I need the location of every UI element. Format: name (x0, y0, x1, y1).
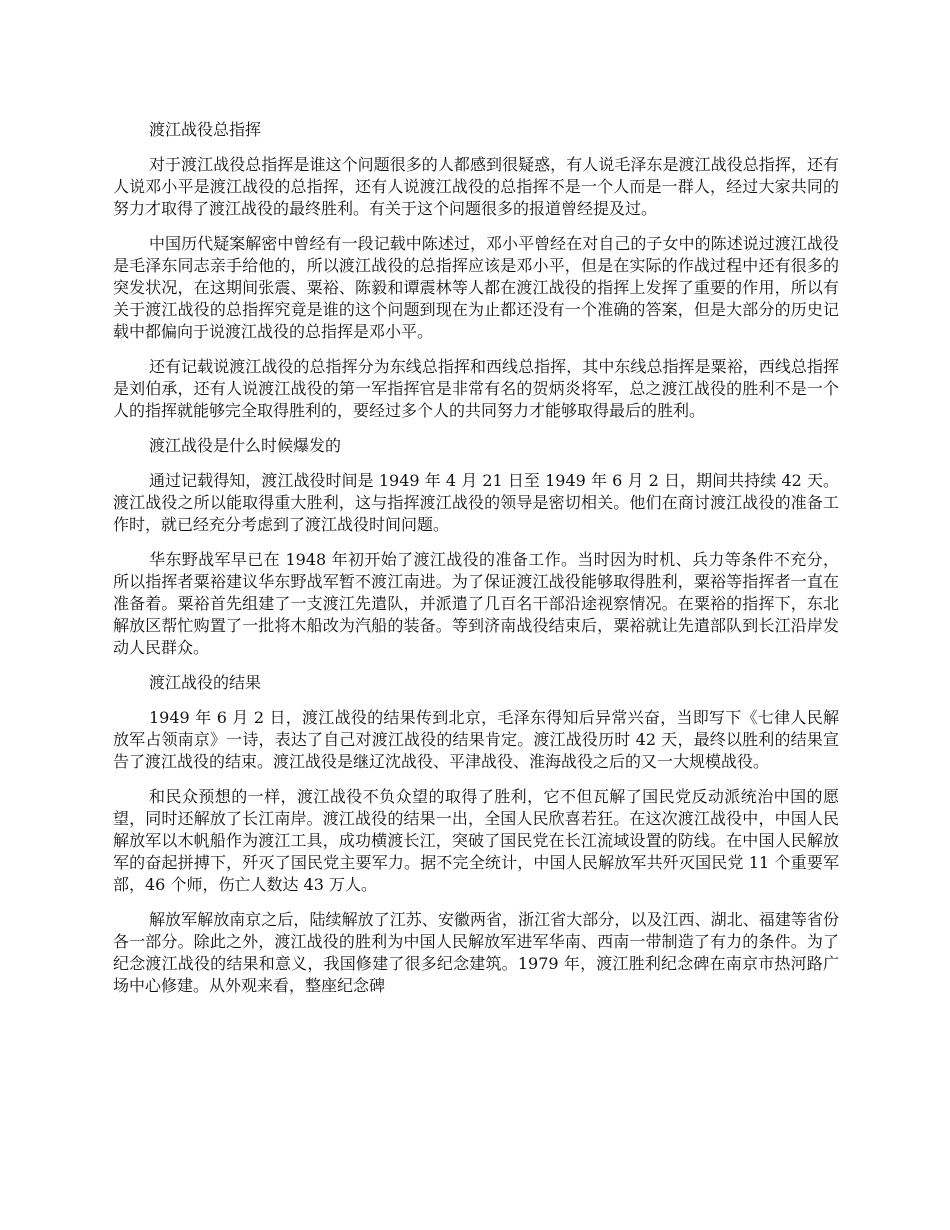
section-heading-result: 渡江战役的结果 (149, 673, 262, 692)
paragraph: 解放军解放南京之后，陆续解放了江苏、安徽两省，浙江省大部分，以及江西、湖北、福建等省份各一部分。除此之外，渡江战役的胜利为中国人民解放军进军华南、西南一带制造了有力的条件。为了纪念渡江战役的结果和意义，我国修建了很多纪念建筑。1979 年，渡江胜利纪念碑在南京市热河路广场中心修建。从外观来看，整座纪念碑 (113, 910, 839, 995)
paragraph: 1949 年 6 月 2 日，渡江战役的结果传到北京，毛泽东得知后异常兴奋，当即写下《七律人民解放军占领南京》一诗，表达了自己对渡江战役的结果肯定。渡江战役历时 42 天，最终以胜利的结果宣告了渡江战役的结束。渡江战役是继辽沈战役、平津战役、淮海战役之后的又一大规模战役。 (113, 708, 839, 771)
paragraph: 和民众预想的一样，渡江战役不负众望的取得了胜利，它不但瓦解了国民党反动派统治中国的愿望，同时还解放了长江南岸。渡江战役的结果一出，全国人民欣喜若狂。在这次渡江战役中，中国人民解放军以木帆船作为渡江工具，成功横渡长江，突破了国民党在长江流域设置的防线。在中国人民解放军的奋起拼搏下，歼灭了国民党主要军力。据不完全统计，中国人民解放军共歼灭国民党 11 个重要军部，46 个师，伤亡人数达 43 万人。 (113, 787, 839, 894)
document-body (113, 119, 839, 1010)
paragraph: 华东野战军早已在 1948 年初开始了渡江战役的准备工作。当时因为时机、兵力等条件不充分，所以指挥者粟裕建议华东野战军暂不渡江南进。为了保证渡江战役能够取得胜利，粟裕等指挥者一直在准备着。粟裕首先组建了一支渡江先遣队，并派遣了几百名干部沿途视察情况。在粟裕的指挥下，东北解放区帮忙购置了一批将木船改为汽船的装备。等到济南战役结束后，粟裕就让先遣部队到长江沿岸发动人民群众。 (113, 550, 839, 657)
paragraph: 中国历代疑案解密中曾经有一段记载中陈述过，邓小平曾经在对自己的子女中的陈述说过渡江战役是毛泽东同志亲手给他的，所以渡江战役的总指挥应该是邓小平，但是在实际的作战过程中还有很多的突发状况，在这期间张震、粟裕、陈毅和谭震林等人都在渡江战役的指挥上发挥了重要的作用，所以有关于渡江战役的总指挥究竟是谁的这个问题到现在为止都还没有一个准确的答案，但是大部分的历史记载中都偏向于说渡江战役的总指挥是邓小平。 (113, 234, 839, 341)
section-heading-outbreak: 渡江战役是什么时候爆发的 (149, 436, 342, 455)
paragraph: 还有记载说渡江战役的总指挥分为东线总指挥和西线总指挥，其中东线总指挥是粟裕，西线总指挥是刘伯承，还有人说渡江战役的第一军指挥官是非常有名的贺炳炎将军，总之渡江战役的胜利不是一个人的指挥就能够完全取得胜利的，要经过多个人的共同努力才能够取得最后的胜利。 (113, 357, 839, 420)
section-heading-commander: 渡江战役总指挥 (149, 120, 262, 139)
paragraph: 对于渡江战役总指挥是谁这个问题很多的人都感到很疑惑，有人说毛泽东是渡江战役总指挥，还有人说邓小平是渡江战役的总指挥，还有人说渡江战役的总指挥不是一个人而是一群人，经过大家共同的努力才取得了渡江战役的最终胜利。有关于这个问题很多的报道曾经提及过。 (113, 155, 839, 218)
paragraph: 通过记载得知，渡江战役时间是 1949 年 4 月 21 日至 1949 年 6 月 2 日，期间共持续 42 天。渡江战役之所以能取得重大胜利，这与指挥渡江战役的领导是密切相关。他们在商讨渡江战役的准备工作时，就已经充分考虑到了渡江战役时间问题。 (113, 471, 839, 534)
